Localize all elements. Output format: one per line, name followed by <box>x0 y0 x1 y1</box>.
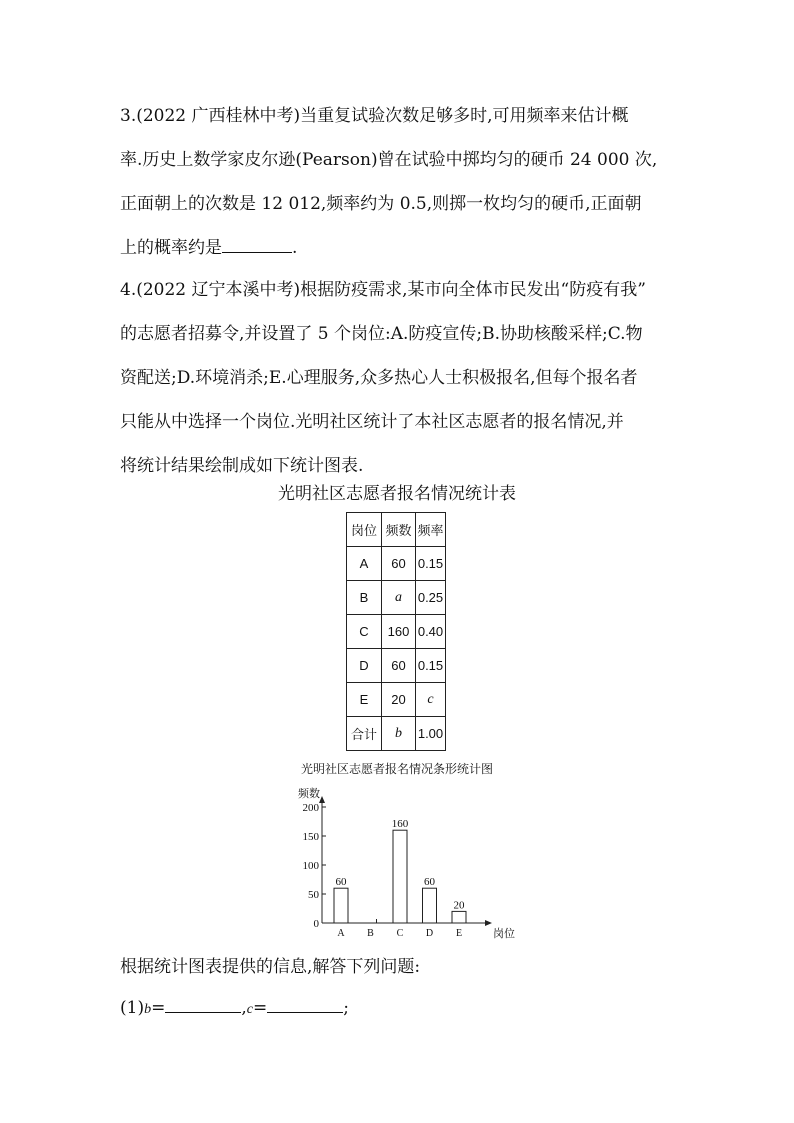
q3-line: 正面朝上的次数是 12 012,频率约为 0.5,则掷一枚均匀的硬币,正面朝 <box>120 194 642 214</box>
x-axis-label: 岗位 <box>493 928 515 940</box>
q3-line: 3.(2022 广西桂林中考)当重复试验次数足够多时,可用频率来估计概 <box>120 106 629 126</box>
table-row <box>347 717 446 751</box>
y-tick-label: 50 <box>308 889 319 901</box>
table-cell: E <box>347 683 382 717</box>
data-label: 20 <box>453 899 465 912</box>
table-cell: C <box>347 615 382 649</box>
variable-c: c <box>246 1002 253 1017</box>
table-cell-variable: b <box>382 717 416 751</box>
bar <box>423 888 437 923</box>
y-tick-label: 200 <box>302 802 319 814</box>
bar-chart <box>260 774 520 944</box>
table-cell: D <box>347 649 382 683</box>
q4-line: 的志愿者招募令,并设置了 5 个岗位:A.防疫宣传;B.协助核酸采样;C.物 <box>120 324 643 344</box>
table-title: 光明社区志愿者报名情况统计表 <box>278 484 516 504</box>
table-cell: B <box>347 581 382 615</box>
table-cell: 60 <box>382 649 416 683</box>
q4-line: 将统计结果绘制成如下统计图表. <box>120 456 364 476</box>
q4-line: 资配送;D.环境消杀;E.心理服务,众多热心人士积极报名,但每个报名者 <box>120 368 638 388</box>
sub-question-number: (1) <box>120 998 145 1018</box>
q3-line-prefix: 上的概率约是 <box>120 238 222 258</box>
table-cell: A <box>347 547 382 581</box>
x-tick-label: E <box>455 928 463 939</box>
table-cell: 0.15 <box>416 649 446 683</box>
question-4 <box>120 268 680 488</box>
variable-b: b <box>144 1002 152 1017</box>
bar <box>393 830 407 923</box>
answer-blank-c[interactable] <box>267 996 343 1013</box>
table-cell-variable: a <box>382 581 416 615</box>
question-3 <box>120 94 680 270</box>
x-tick-label: A <box>337 928 345 939</box>
q4-line: 只能从中选择一个岗位.光明社区统计了本社区志愿者的报名情况,并 <box>120 412 624 432</box>
table-row <box>347 683 446 717</box>
x-tick-label: D <box>425 928 434 939</box>
bar <box>334 888 348 923</box>
header-cell: 频数 <box>382 513 416 547</box>
equals-sign: = <box>252 998 268 1018</box>
table-cell: 0.15 <box>416 547 446 581</box>
q4-line: 4.(2022 辽宁本溪中考)根据防疫需求,某市向全体市民发出“防疫有我” <box>120 280 646 300</box>
table-cell: 0.25 <box>416 581 446 615</box>
data-label: 60 <box>335 876 347 889</box>
bar <box>452 911 466 923</box>
table-row <box>347 649 446 683</box>
x-tick-label: C <box>396 928 404 939</box>
answer-blank-b[interactable] <box>165 996 241 1013</box>
y-tick-label: 0 <box>313 918 319 930</box>
y-axis-label: 频数 <box>298 788 320 800</box>
separator: , <box>241 998 247 1018</box>
terminator: ; <box>343 998 349 1018</box>
q3-line-suffix: . <box>292 238 298 258</box>
x-axis-arrow <box>485 920 492 926</box>
header-cell: 岗位 <box>347 513 382 547</box>
table-cell: 0.40 <box>416 615 446 649</box>
equals-sign: = <box>151 998 166 1018</box>
answer-blank[interactable] <box>222 236 292 253</box>
question-prompt: 根据统计图表提供的信息,解答下列问题: <box>120 957 421 977</box>
sub-question-1 <box>120 996 349 1018</box>
data-label: 60 <box>424 876 435 889</box>
x-tick-label: B <box>367 928 374 939</box>
table-row <box>347 581 446 615</box>
y-tick-label: 100 <box>302 860 319 872</box>
header-cell: 频率 <box>416 513 446 547</box>
table-cell: 1.00 <box>416 717 446 751</box>
table-cell: 20 <box>382 683 416 717</box>
table-cell: 160 <box>382 615 416 649</box>
table-row <box>347 615 446 649</box>
y-tick-label: 150 <box>302 831 319 843</box>
chart-title: 光明社区志愿者报名情况条形统计图 <box>300 762 493 776</box>
table-cell-variable: c <box>416 683 446 717</box>
table-header-row <box>347 513 446 547</box>
q3-line: 率.历史上数学家皮尔逊(Pearson)曾在试验中掷均匀的硬币 24 000 次, <box>120 150 658 170</box>
table-row <box>347 547 446 581</box>
frequency-table <box>346 512 446 751</box>
data-label: 160 <box>391 818 409 831</box>
q3-last-line <box>120 226 680 270</box>
table-cell: 60 <box>382 547 416 581</box>
table-cell: 合计 <box>347 717 382 751</box>
